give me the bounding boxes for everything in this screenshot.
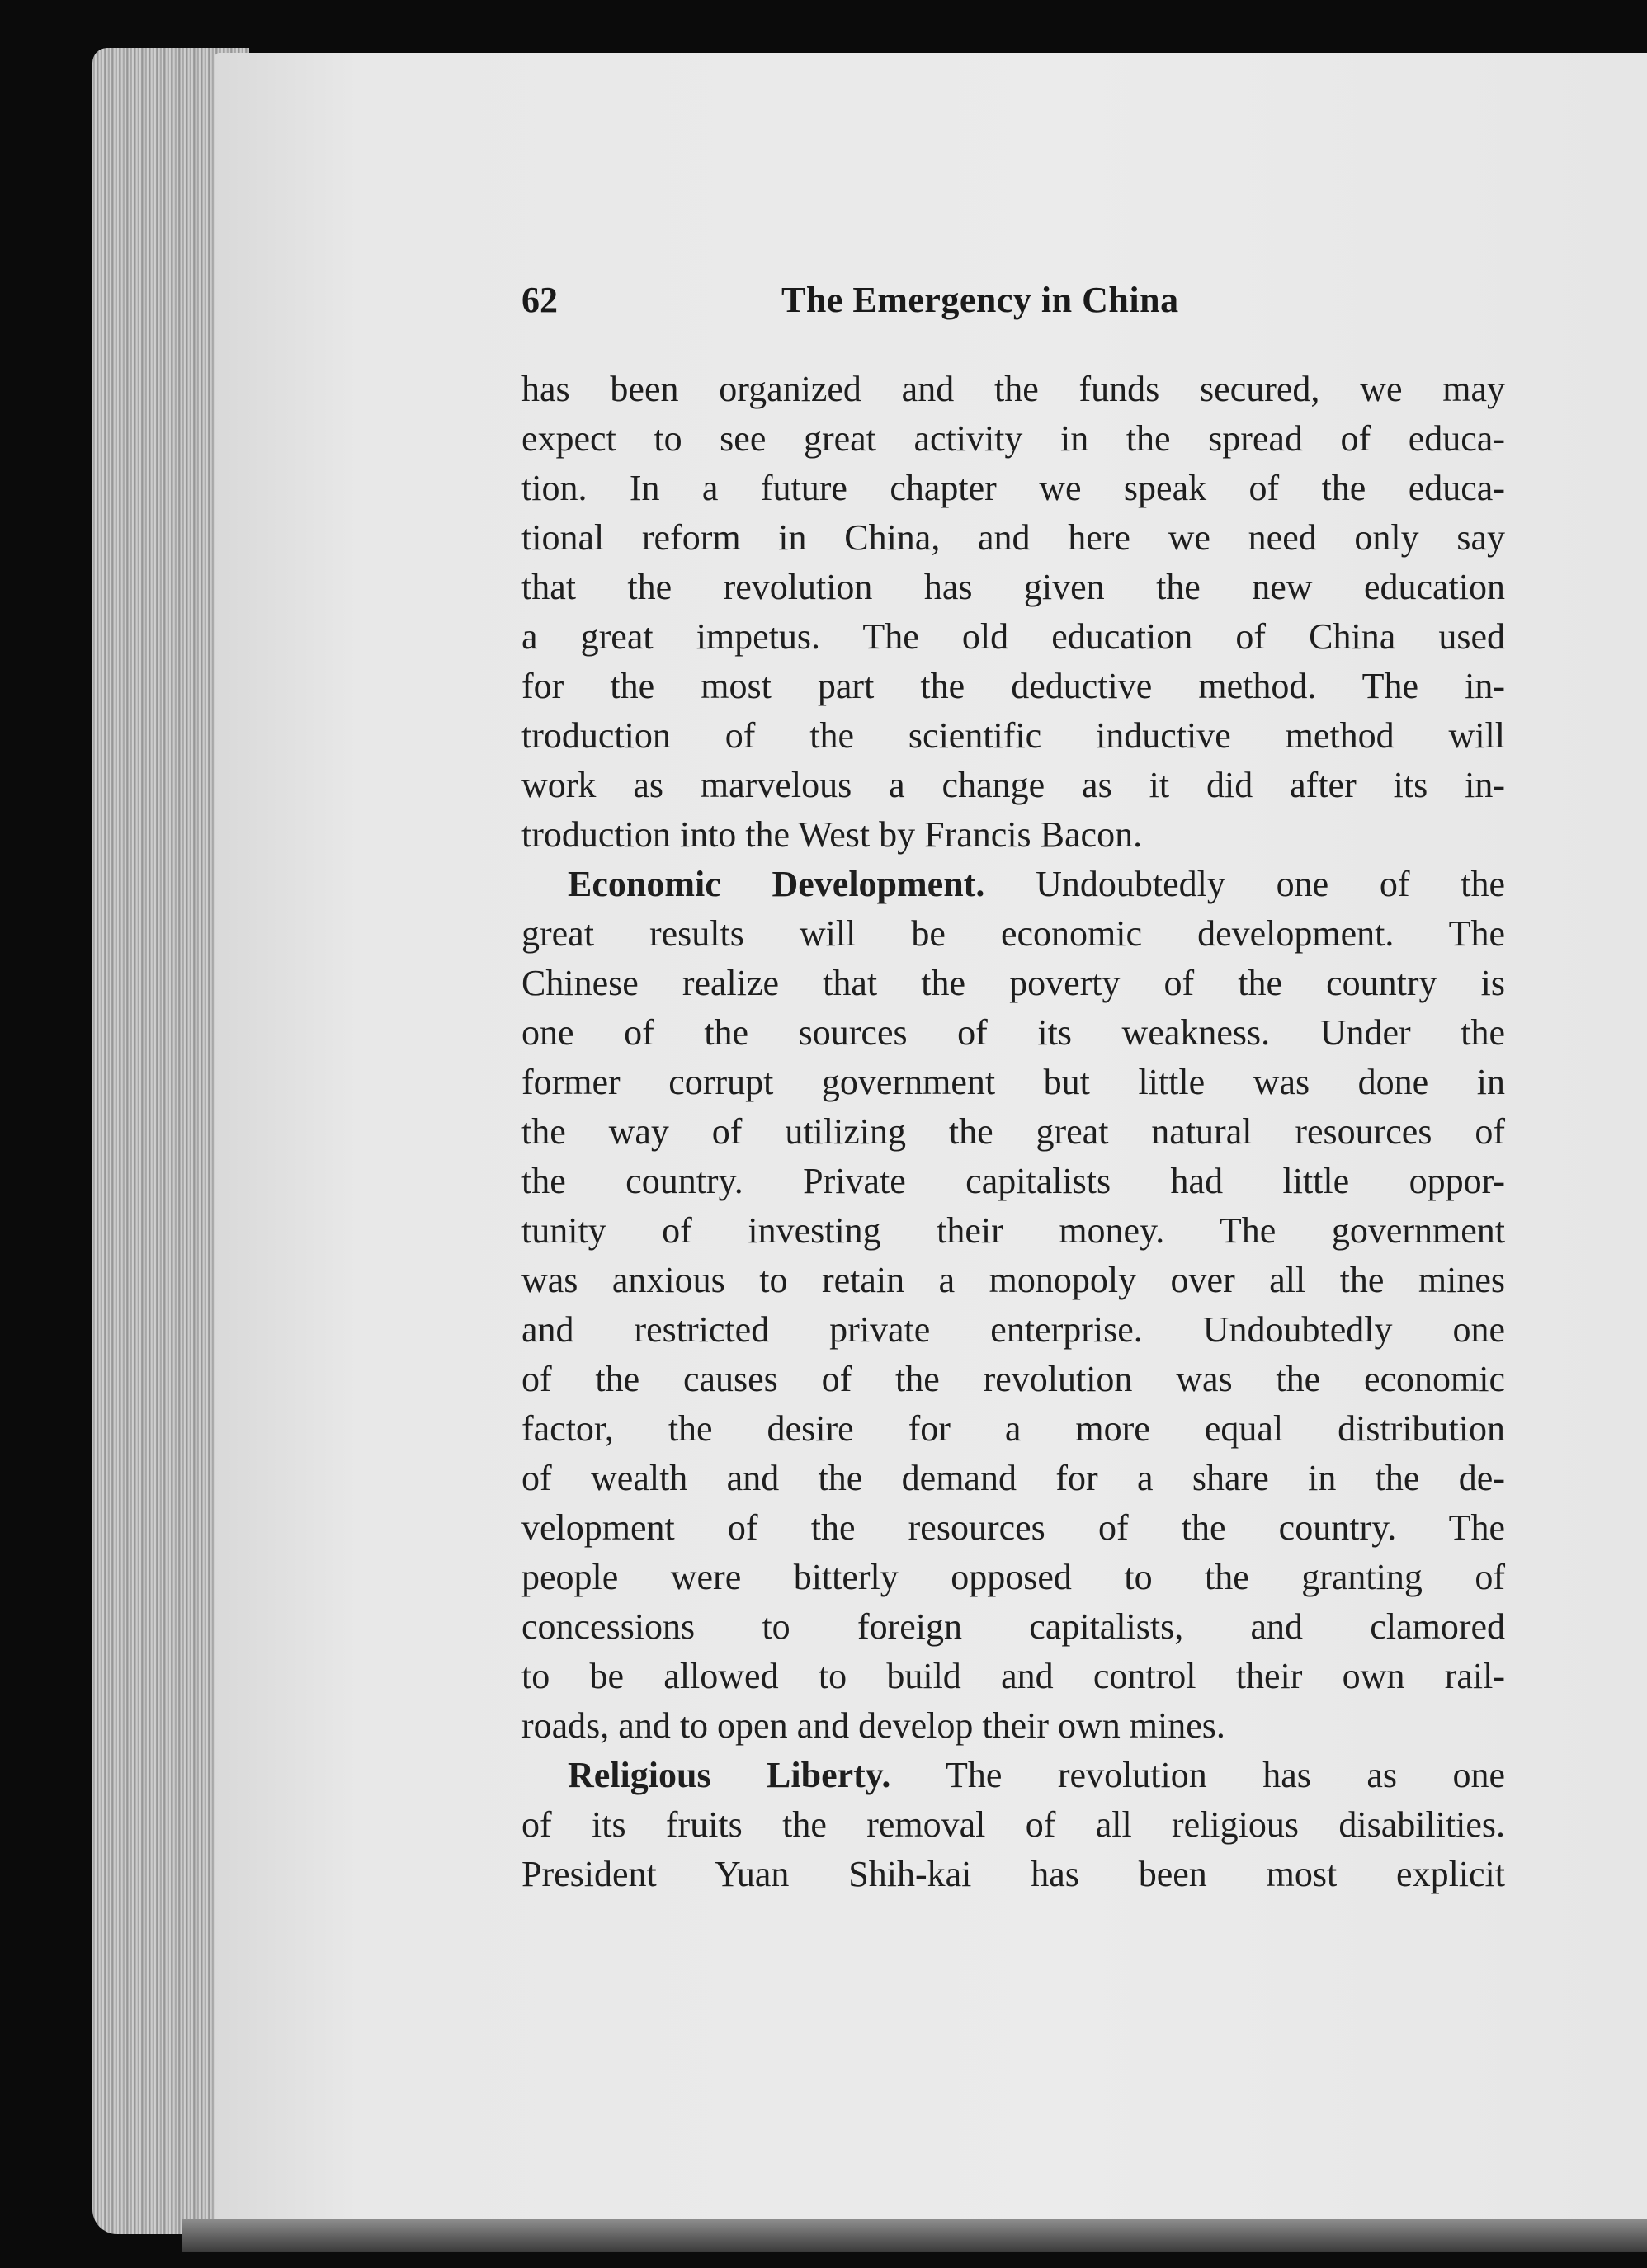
text-line: people were bitterly opposed to the granting of xyxy=(521,1557,1505,1597)
section-heading-religious-liberty: Religious Liberty. xyxy=(568,1755,891,1795)
text-line: of its fruits the removal of all religious disabilities. xyxy=(521,1804,1505,1845)
text-line xyxy=(521,860,1505,909)
running-header xyxy=(521,279,1505,332)
section-heading-economic-development: Economic Development. xyxy=(568,864,985,904)
text-line: of the causes of the revolution was the economic xyxy=(521,1359,1505,1399)
text-line: a great impetus. The old education of China used xyxy=(521,616,1505,657)
text-line: has been organized and the funds secured, we may xyxy=(521,369,1505,409)
paragraph-religious-liberty xyxy=(521,1751,1505,1899)
text-line: troduction of the scientific inductive method will xyxy=(521,715,1505,756)
text-line: the country. Private capitalists had little oppor- xyxy=(521,1161,1505,1201)
paragraph-continuation xyxy=(521,365,1505,860)
text-line: the way of utilizing the great natural resources of xyxy=(521,1111,1505,1152)
text-line: tion. In a future chapter we speak of the educa- xyxy=(521,468,1505,508)
page-number: 62 xyxy=(521,280,558,320)
body-text xyxy=(521,365,1505,1899)
text-line: was anxious to retain a monopoly over all the mines xyxy=(521,1260,1505,1300)
text-line: of wealth and the demand for a share in the de- xyxy=(521,1458,1505,1498)
text-line: Chinese realize that the poverty of the country is xyxy=(521,963,1505,1003)
text-line: velopment of the resources of the country. The xyxy=(521,1507,1505,1548)
text-line xyxy=(521,1751,1505,1800)
text-line: concessions to foreign capitalists, and clamored xyxy=(521,1606,1505,1647)
page-bottom-shadow xyxy=(182,2219,1647,2252)
text-line: factor, the desire for a more equal distribution xyxy=(521,1408,1505,1449)
text-line: troduction into the West by Francis Bacon. xyxy=(521,814,1143,855)
text-line: tunity of investing their money. The government xyxy=(521,1210,1505,1251)
text-line: and restricted private enterprise. Undoubtedly one xyxy=(521,1309,1505,1350)
text-line: to be allowed to build and control their own rail- xyxy=(521,1656,1505,1696)
text-line: President Yuan Shih-kai has been most explicit xyxy=(521,1854,1505,1894)
paragraph-economic-development xyxy=(521,860,1505,1751)
text-line: for the most part the deductive method. The in- xyxy=(521,666,1505,706)
text-line: roads, and to open and develop their own mines. xyxy=(521,1705,1225,1746)
text-line: former corrupt government but little was done in xyxy=(521,1062,1505,1102)
text-run: The revolution has as one xyxy=(946,1755,1505,1795)
text-line: great results will be economic development. The xyxy=(521,913,1505,954)
text-run: Undoubtedly one of the xyxy=(1036,864,1506,904)
text-line: work as marvelous a change as it did after its in- xyxy=(521,765,1505,805)
running-title: The Emergency in China xyxy=(781,280,1179,320)
text-line: tional reform in China, and here we need only say xyxy=(521,517,1505,558)
text-line: one of the sources of its weakness. Under the xyxy=(521,1012,1505,1053)
text-line: expect to see great activity in the spread of educa- xyxy=(521,418,1505,459)
text-line: that the revolution has given the new education xyxy=(521,567,1505,607)
